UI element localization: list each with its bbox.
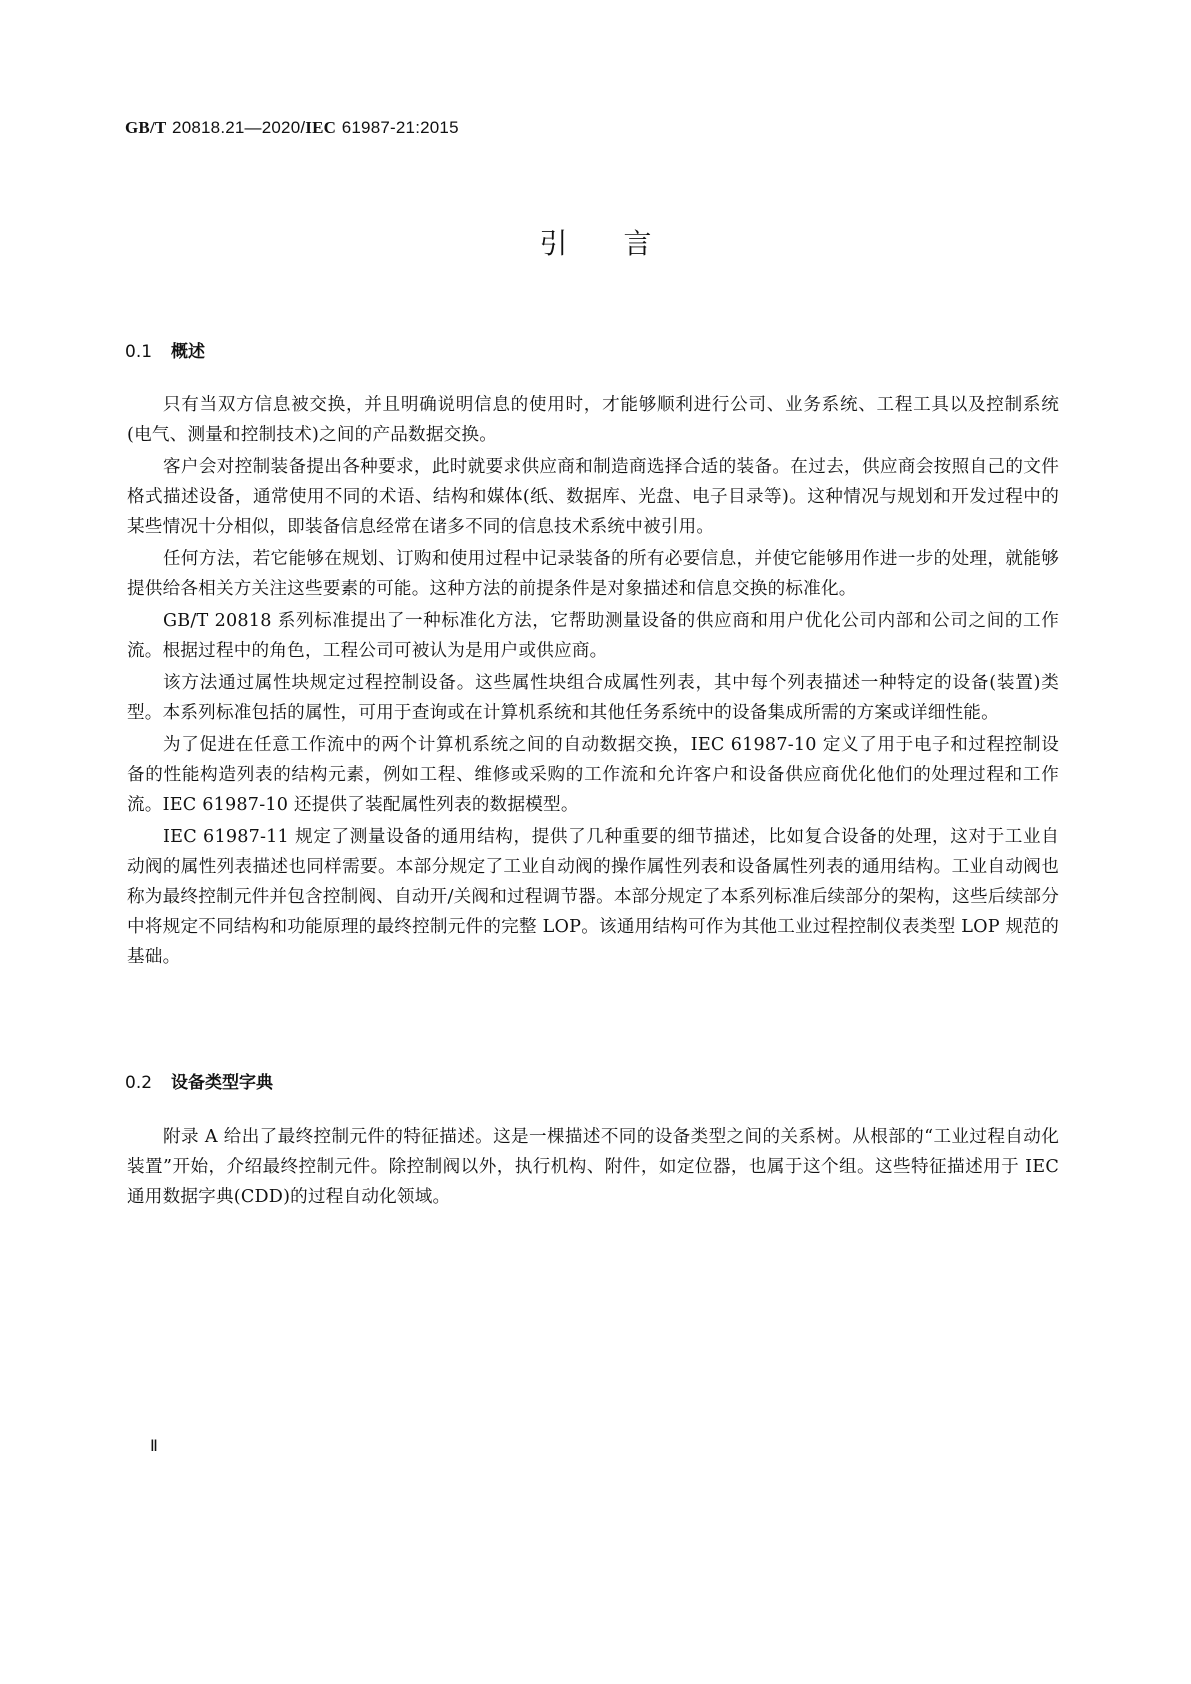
section-heading-0-2	[125, 1068, 273, 1093]
document-header	[125, 118, 459, 138]
paragraph: 客户会对控制装备提出各种要求，此时就要求供应商和制造商选择合适的装备。在过去，供应商会按照自己的文件格式描述设备，通常使用不同的术语、结构和媒体(纸、数据库、光盘、电子目录等)。这种情况与规划和开发过程中的某些情况十分相似，即装备信息经常在诸多不同的信息技术系统中被引用。	[127, 457, 1059, 537]
paragraph: 附录 A 给出了最终控制元件的特征描述。这是一棵描述不同的设备类型之间的关系树。从根部的“工业过程自动化装置”开始，介绍最终控制元件。除控制阀以外，执行机构、附件，如定位器，也属于这个组。这些特征描述用于 IEC 通用数据字典(CDD)的过程自动化领域。	[127, 1127, 1059, 1207]
iec-prefix: IEC	[305, 118, 337, 137]
standard-prefix: GB/T	[125, 118, 167, 137]
paragraph: 任何方法，若它能够在规划、订购和使用过程中记录装备的所有必要信息，并使它能够用作进一步的处理，就能够提供给各相关方关注这些要素的可能。这种方法的前提条件是对象描述和信息交换的标准化。	[127, 549, 1059, 599]
paragraph: 该方法通过属性块规定过程控制设备。这些属性块组合成属性列表，其中每个列表描述一种特定的设备(装置)类型。本系列标准包括的属性，可用于查询或在计算机系统和其他任务系统中的设备集成所需的方案或详细性能。	[127, 673, 1059, 723]
page-title: 引言	[539, 227, 708, 260]
paragraph: 为了促进在任意工作流中的两个计算机系统之间的自动数据交换，IEC 61987-10 定义了用于电子和过程控制设备的性能构造列表的结构元素，例如工程、维修或采购的工作流和允许客户和设备供应商优化他们的处理过程和工作流。IEC 61987-10 还提供了装配属性列表的数据模型。	[127, 735, 1059, 815]
section-number: 0.1	[125, 342, 153, 362]
section-title: 概述	[171, 342, 205, 362]
section-heading-0-1	[125, 337, 205, 362]
section-number: 0.2	[125, 1073, 153, 1093]
paragraph: IEC 61987-11 规定了测量设备的通用结构，提供了几种重要的细节描述，比如复合设备的处理，这对于工业自动阀的属性列表描述也同样需要。本部分规定了工业自动阀的操作属性列表和设备属性列表的通用结构。工业自动阀也称为最终控制元件并包含控制阀、自动开/关阀和过程调节器。本部分规定了本系列标准后续部分的架构，这些后续部分中将规定不同结构和功能原理的最终控制元件的完整 LOP。该通用结构可作为其他工业过程控制仪表类型 LOP 规范的基础。	[127, 827, 1059, 967]
section-0-1-body	[127, 390, 1059, 974]
paragraph: 只有当双方信息被交换，并且明确说明信息的使用时，才能够顺利进行公司、业务系统、工程工具以及控制系统(电气、测量和控制技术)之间的产品数据交换。	[127, 395, 1059, 445]
standard-number: 20818.21—2020/	[172, 118, 306, 137]
page-number: Ⅱ	[150, 1438, 158, 1455]
section-title: 设备类型字典	[171, 1073, 273, 1093]
iec-number: 61987-21:2015	[341, 118, 459, 137]
paragraph: GB/T 20818 系列标准提出了一种标准化方法，它帮助测量设备的供应商和用户优化公司内部和公司之间的工作流。根据过程中的角色，工程公司可被认为是用户或供应商。	[127, 611, 1059, 661]
section-0-2-body	[127, 1122, 1059, 1214]
